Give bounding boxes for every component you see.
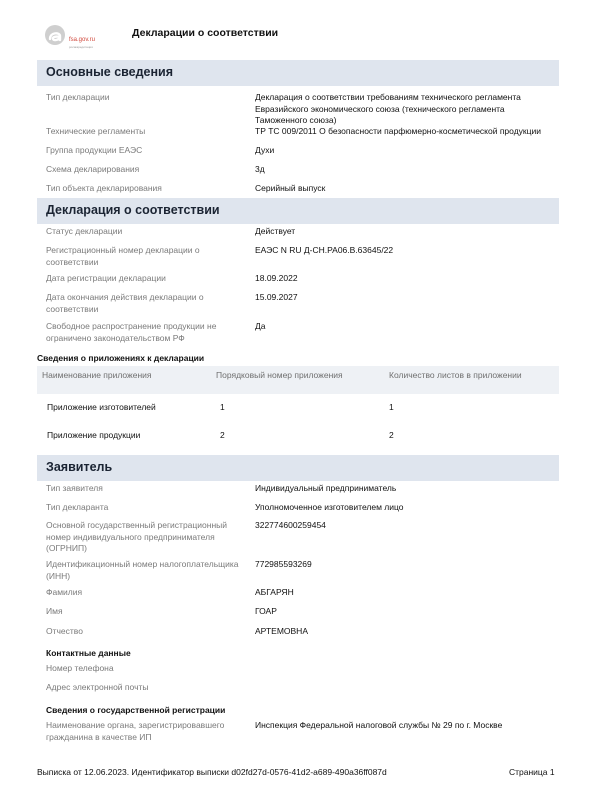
logo-subtext: росаккредитация: [69, 45, 93, 49]
field-label: Технические регламенты: [46, 126, 146, 136]
section-applicant: [37, 455, 559, 481]
table-cell: Приложение изготовителей: [47, 402, 156, 412]
fsa-logo: [40, 22, 120, 50]
field-label: Адрес электронной почты: [46, 682, 149, 692]
fsa-logo-icon: [44, 24, 66, 46]
field-value: Индивидуальный предприниматель: [255, 483, 397, 493]
field-label: Дата окончания действия декларации о соответствии: [46, 292, 204, 314]
field-label: Отчество: [46, 626, 83, 636]
field-label: Свободное распространение продукции не ограничено законодательством РФ: [46, 321, 217, 343]
section-heading: Заявитель: [46, 460, 113, 474]
field-label: Имя: [46, 606, 63, 616]
field-value: 772985593269: [255, 559, 312, 569]
field-label: Наименование органа, зарегистрировавшего гражданина в качестве ИП: [46, 720, 225, 742]
field-value: АРТЕМОВНА: [255, 626, 308, 636]
field-value: ТР ТС 009/2011 О безопасности парфюмерно-косметической продукции: [255, 126, 541, 136]
field-label: Дата регистрации декларации: [46, 273, 166, 283]
footer-extract-info: Выписка от 12.06.2023. Идентификатор выписки d02fd27d-0576-41d2-a689-490a36ff087d: [37, 767, 387, 777]
field-value: 15.09.2027: [255, 292, 298, 302]
section-basic-info: [37, 60, 559, 86]
field-label: Тип объекта декларирования: [46, 183, 162, 193]
field-value: Уполномоченное изготовителем лицо: [255, 502, 404, 512]
table-cell: 2: [220, 430, 225, 440]
field-value: Декларация о соответствии требованиям технического регламента Евразийского экономического союза (технического регламента Таможенного союза): [255, 92, 521, 125]
field-label: Тип декларации: [46, 92, 110, 102]
column-header: Количество листов в приложении: [389, 370, 522, 380]
field-value: АБГАРЯН: [255, 587, 294, 597]
field-value: ЕАЭС N RU Д-CH.PA06.B.63645/22: [255, 245, 394, 255]
field-value: Действует: [255, 226, 296, 236]
page-number: Страница 1: [509, 767, 555, 777]
appendices-table-header: [37, 366, 559, 394]
column-header: Наименование приложения: [42, 370, 152, 380]
field-label: Фамилия: [46, 587, 83, 597]
section-declaration: [37, 198, 559, 224]
field-label: Номер телефона: [46, 663, 114, 673]
registration-heading: Сведения о государственной регистрации: [46, 705, 226, 715]
field-label: Группа продукции ЕАЭС: [46, 145, 143, 155]
field-value: 3д: [255, 164, 265, 174]
table-cell: Приложение продукции: [47, 430, 141, 440]
table-cell: 2: [389, 430, 394, 440]
section-heading: Декларация о соответствии: [46, 203, 220, 217]
field-value: ГОАР: [255, 606, 277, 616]
appendices-heading: Сведения о приложениях к декларации: [37, 353, 205, 363]
field-label: Тип декларанта: [46, 502, 109, 512]
field-label: Регистрационный номер декларации о соответствии: [46, 245, 200, 267]
field-value: Инспекция Федеральной налоговой службы № 29 по г. Москве: [255, 720, 503, 730]
field-value: 18.09.2022: [255, 273, 298, 283]
section-heading: Основные сведения: [46, 65, 174, 79]
table-cell: 1: [220, 402, 225, 412]
column-header: Порядковый номер приложения: [216, 370, 343, 380]
document-title: Декларации о соответствии: [132, 27, 279, 39]
field-label: Основной государственный регистрационный номер индивидуального предпринимателя (ОГРНИП): [46, 520, 227, 553]
logo-text: fsa.gov.ru: [69, 37, 95, 43]
field-label: Статус декларации: [46, 226, 123, 236]
field-label: Тип заявителя: [46, 483, 103, 493]
field-label: Схема декларирования: [46, 164, 140, 174]
page-header: [40, 22, 560, 52]
contacts-heading: Контактные данные: [46, 648, 131, 658]
field-label: Идентификационный номер налогоплательщика (ИНН): [46, 559, 239, 581]
table-cell: 1: [389, 402, 394, 412]
field-value: Да: [255, 321, 266, 331]
field-value: Серийный выпуск: [255, 183, 326, 193]
field-value: Духи: [255, 145, 275, 155]
field-value: 322774600259454: [255, 520, 326, 530]
